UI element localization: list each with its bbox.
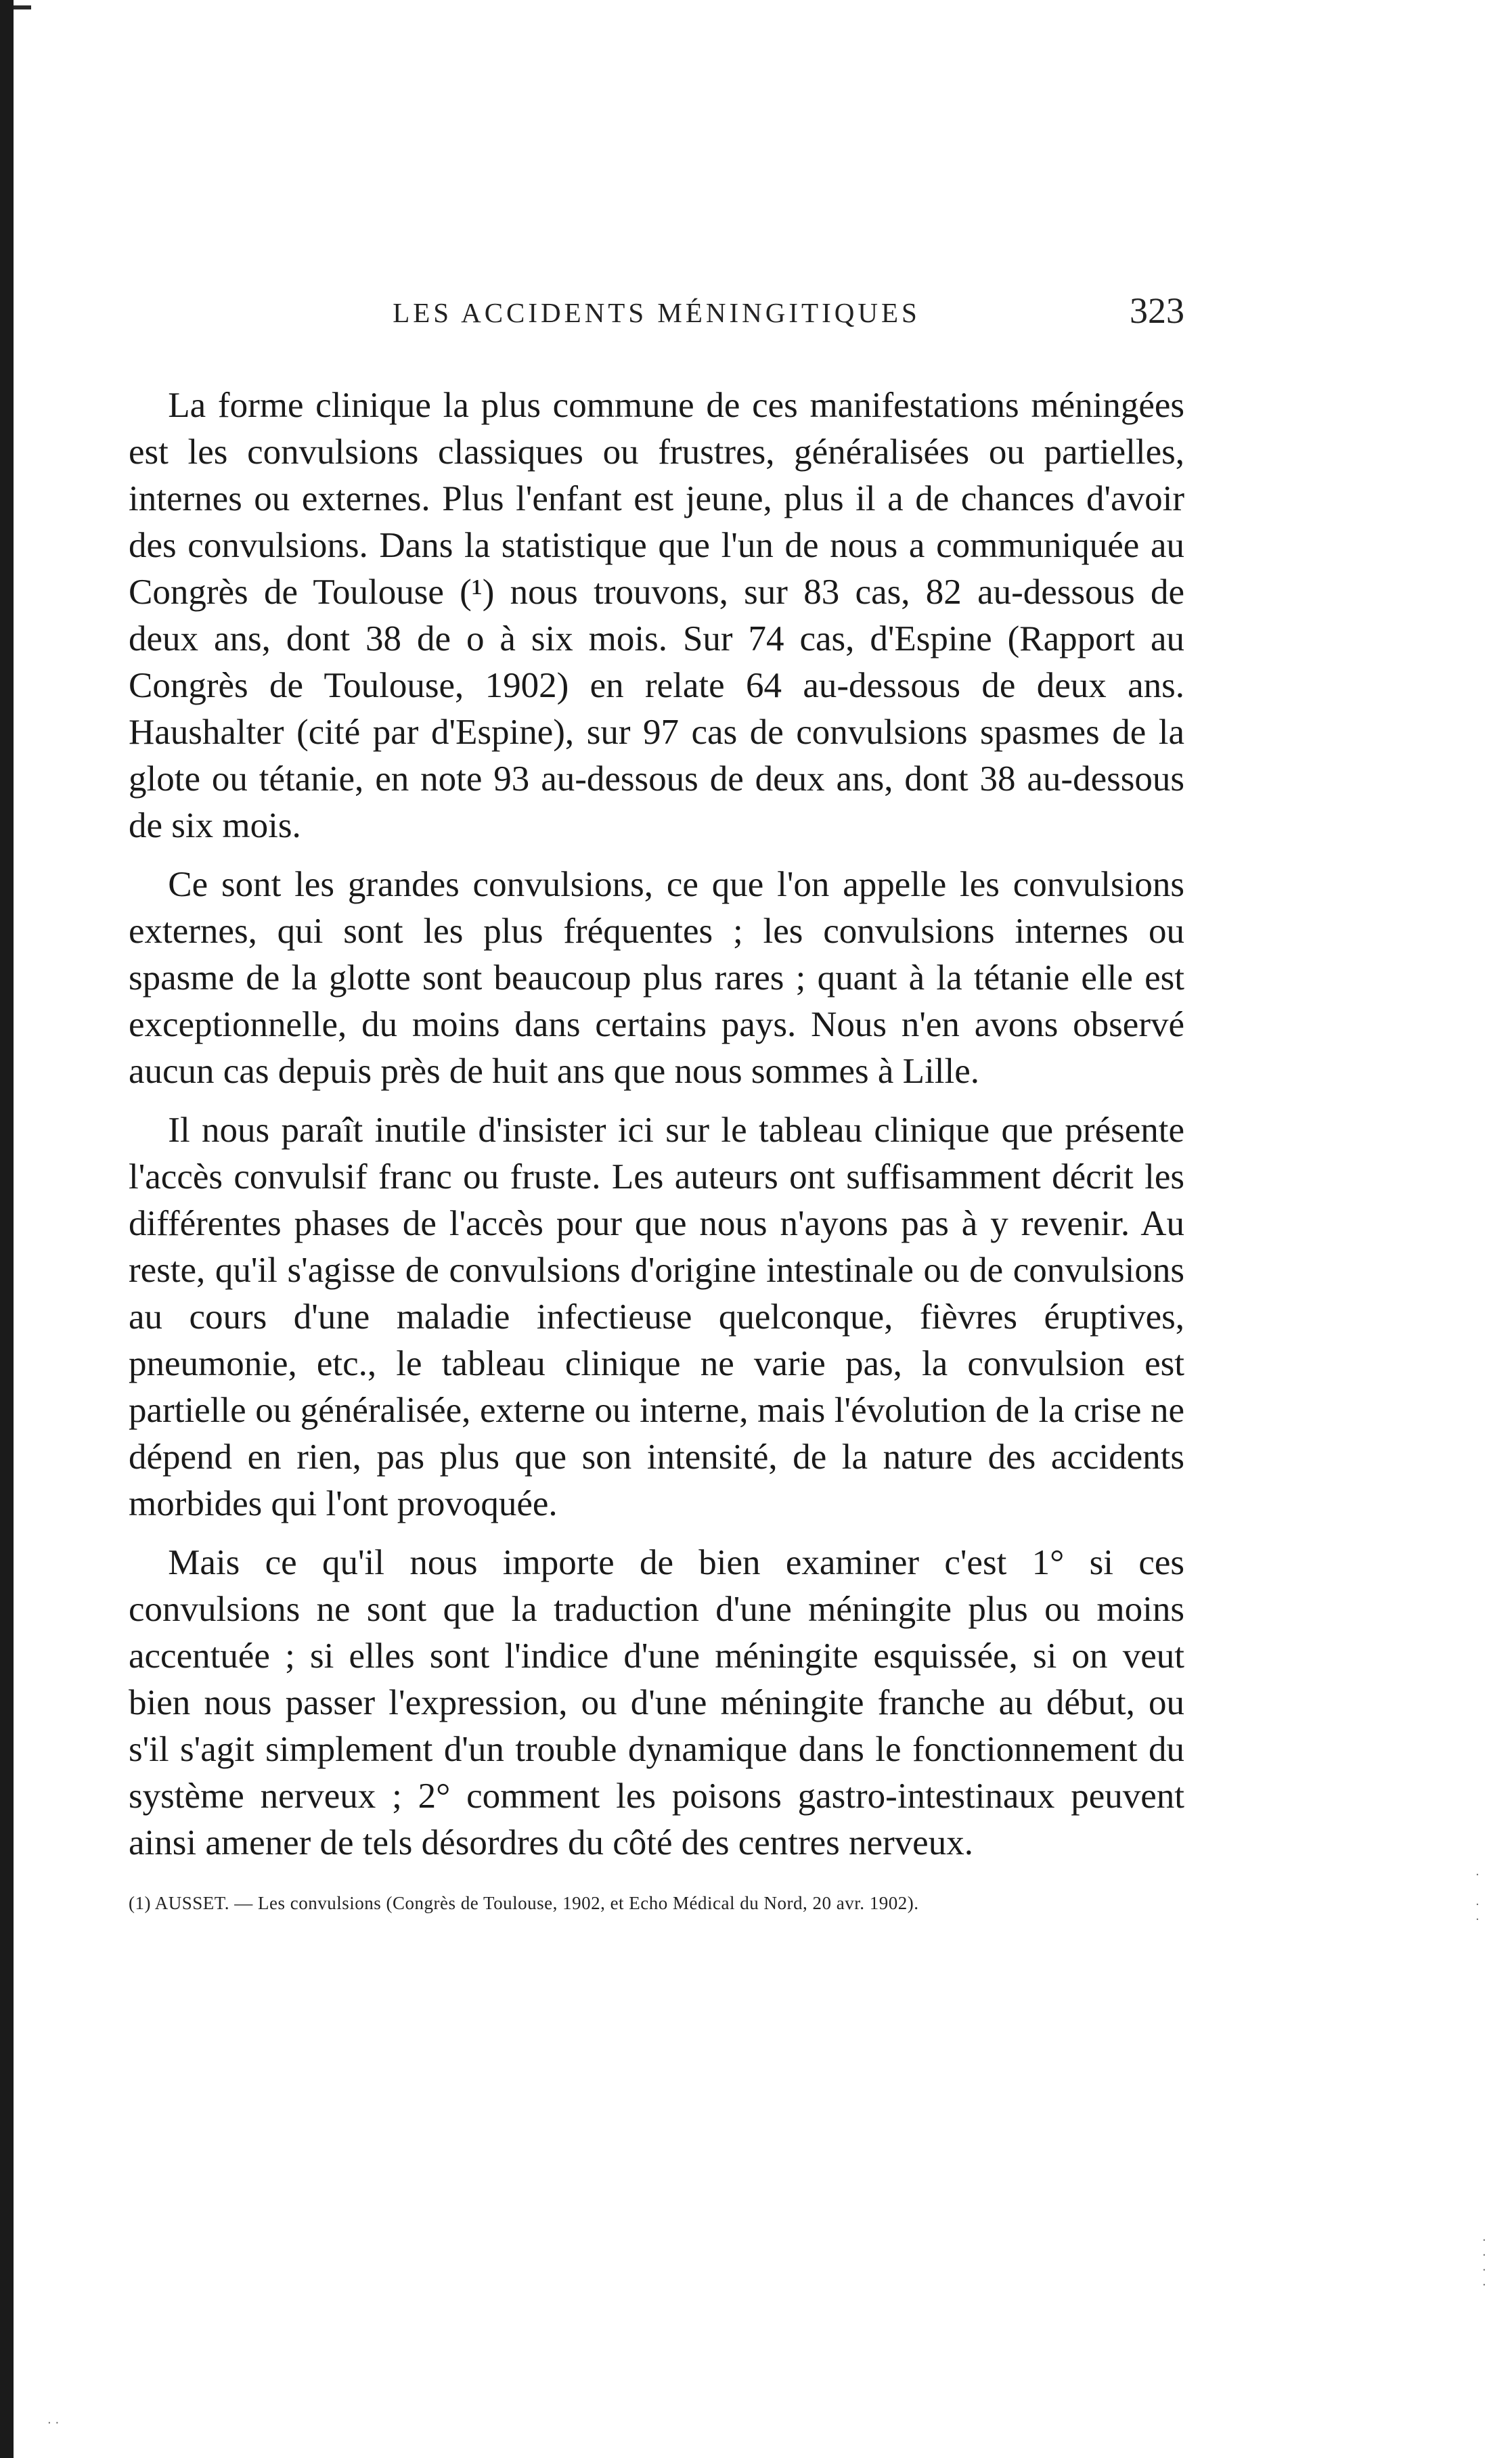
paragraph-3: Il nous paraît inutile d'insister ici sur le tableau clinique que présente l'accès convulsif franc ou fruste. Les auteurs ont suffisamment décrit les différentes phases de l'accès pour que nous n'ayons pas à y revenir. Au reste, qu'il s'agisse de convulsions d'origine intestinale ou de convulsions au cours d'une maladie infectieuse quelconque, fièvres éruptives, pneumonie, etc., le tableau clinique ne varie pas, la convulsion est partielle ou généralisée, externe ou interne, mais l'évolution de la crise ne dépend en rien, pas plus que son intensité, de la nature des accidents morbides qui l'ont provoquée. (129, 1111, 1184, 1523)
paragraph-4: Mais ce qu'il nous importe de bien examiner c'est 1° si ces convulsions ne sont que la traduction d'une méningite plus ou moins accentuée ; si elles sont l'indice d'une méningite esquissée, si on veut bien nous passer l'expression, ou d'une méningite franche au début, ou s'il s'agit simplement d'un trouble dynamique dans le fonctionnement du système nerveux ; 2° comment les poisons gastro-intestinaux peuvent ainsi amener de tels désordres du côté des centres nerveux. (129, 1543, 1184, 1862)
body-text (129, 382, 1184, 1867)
book-page (129, 284, 1184, 1915)
paragraph-1: La forme clinique la plus commune de ces manifestations méningées est les convulsions classiques ou frustres, généralisées ou partielles, internes ou externes. Plus l'enfant est jeune, plus il a de chances d'avoir des convulsions. Dans la statistique que l'un de nous a communiquée au Congrès de Toulouse (¹) nous trouvons, sur 83 cas, 82 au-dessous de deux ans, dont 38 de o à six mois. Sur 74 cas, d'Espine (Rapport au Congrès de Toulouse, 1902) en relate 64 au-dessous de deux ans. Haushalter (cité par d'Espine), sur 97 cas de convulsions spasmes de la glote ou tétanie, en note 93 au-dessous de deux ans, dont 38 au-dessous de six mois. (129, 386, 1184, 845)
scan-specks-bottom-left: · · (47, 2416, 60, 2430)
paragraph-2: Ce sont les grandes convulsions, ce que l'on appelle les convulsions externes, qui sont les plus fréquentes ; les convulsions internes ou spasme de la glotte sont beaucoup plus rares ; quant à la tétanie elle est exceptionnelle, du moins dans certains pays. Nous n'en avons observé aucun cas depuis près de huit ans que nous sommes à Lille. (129, 865, 1184, 1091)
page-binding-mark (14, 5, 31, 9)
running-title: LES ACCIDENTS MÉNINGITIQUES (393, 297, 920, 328)
scan-specks-right-upper: · · · (1475, 1868, 1480, 1927)
footnote: (1) AUSSET. — Les convulsions (Congrès de Toulouse, 1902, et Echo Médical du Nord, 20 avr. 1902). (129, 1893, 919, 1913)
page-number: 323 (1130, 290, 1184, 331)
page-binding-edge (0, 0, 14, 2458)
scan-specks-right-lower: · · · · (1482, 2233, 1486, 2292)
running-header (129, 284, 1184, 345)
